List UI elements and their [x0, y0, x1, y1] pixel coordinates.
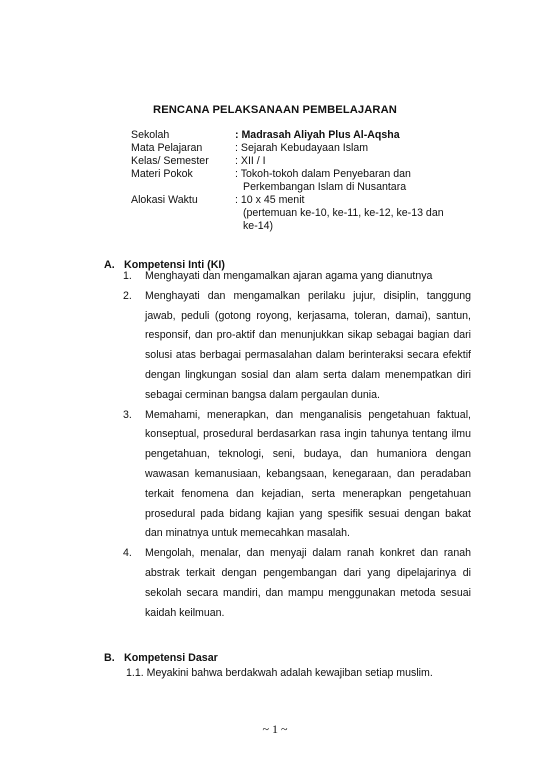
- identity-row-alokasi-waktu-cont: [131, 207, 473, 220]
- identity-label: Mata Pelajaran: [131, 142, 203, 154]
- kompetensi-inti-list: [123, 267, 471, 623]
- page-number: ~ 1 ~: [262, 722, 288, 736]
- section-title: Kompetensi Inti (KI): [124, 259, 225, 271]
- section-title: Kompetensi Dasar: [124, 652, 218, 664]
- identity-label: Alokasi Waktu: [131, 194, 198, 206]
- list-item: [123, 267, 471, 287]
- list-number: 2.: [123, 289, 132, 302]
- list-number: 4.: [123, 547, 132, 560]
- identity-value-continued: Perkembangan Islam di Nusantara: [243, 181, 407, 193]
- identity-value-continued: ke-14): [243, 220, 274, 232]
- list-item-text: Menghayati dan mengamalkan perilaku jujur, disiplin, tanggung jawab, peduli (gotong royong, kerjasama, toleran, damai), santun, responsif, dan pro-aktif dan menunjukkan sikap sebagai bagian dari solusi atas berbagai permasalahan dalam berinteraksi secara efektif dengan lingkungan sosial dan alam serta dalam menempatkan diri sebagai cerminan bangsa dalam pergaulan dunia.: [145, 289, 471, 401]
- identity-value: : 10 x 45 menit: [235, 194, 305, 206]
- section-letter: A.: [104, 259, 115, 271]
- identity-label: Kelas/ Semester: [131, 155, 209, 167]
- identity-label: Materi Pokok: [131, 168, 193, 180]
- identity-row-kelas: [131, 155, 473, 168]
- identity-value: : XII / I: [235, 155, 266, 167]
- list-item-text: Memahami, menerapkan, dan menganalisis pengetahuan faktual, konseptual, prosedural berdasarkan rasa ingin tahunya tentang ilmu pengetahuan, teknologi, seni, budaya, dan humaniora dengan wawasan kemanusiaan, kebangsaan, kenegaraan, dan peradaban terkait fenomena dan kejadian, serta menerapkan pengetahuan prosedural pada bidang kajian yang spesifik sesuai dengan bakat dan minatnya untuk memecahkan masalah.: [145, 408, 471, 540]
- list-item: [123, 287, 471, 406]
- identity-row-materi-pokok: [131, 168, 473, 181]
- list-item: [123, 406, 471, 545]
- identity-table: [131, 129, 473, 233]
- list-item-text: Mengolah, menalar, dan menyaji dalam ranah konkret dan ranah abstrak terkait dengan pengembangan dari yang dipelajarinya di sekolah secara mandiri, dan mampu menggunakan metoda sesuai kaidah keilmuan.: [145, 547, 471, 619]
- identity-value: : Sejarah Kebudayaan Islam: [235, 142, 369, 154]
- kompetensi-dasar-item: 1.1. Meyakini bahwa berdakwah adalah kewajiban setiap muslim.: [126, 667, 433, 679]
- identity-label: Sekolah: [131, 129, 170, 141]
- identity-row-materi-pokok-cont: [131, 181, 473, 194]
- identity-value-continued: (pertemuan ke-10, ke-11, ke-12, ke-13 dan: [243, 207, 444, 219]
- identity-row-sekolah: [131, 129, 473, 142]
- section-letter: B.: [104, 652, 115, 664]
- identity-row-mata-pelajaran: [131, 142, 473, 155]
- identity-value: : Tokoh-tokoh dalam Penyebaran dan: [235, 168, 411, 180]
- identity-row-alokasi-waktu-cont2: [131, 220, 473, 233]
- identity-value: : Madrasah Aliyah Plus Al-Aqsha: [235, 129, 400, 141]
- document-title: RENCANA PELAKSANAAN PEMBELAJARAN: [153, 104, 397, 116]
- identity-row-alokasi-waktu: [131, 194, 473, 207]
- list-item: [123, 544, 471, 623]
- list-number: 3.: [123, 408, 132, 421]
- list-item-text: Menghayati dan mengamalkan ajaran agama yang dianutnya: [145, 270, 433, 282]
- list-number: 1.: [123, 270, 132, 282]
